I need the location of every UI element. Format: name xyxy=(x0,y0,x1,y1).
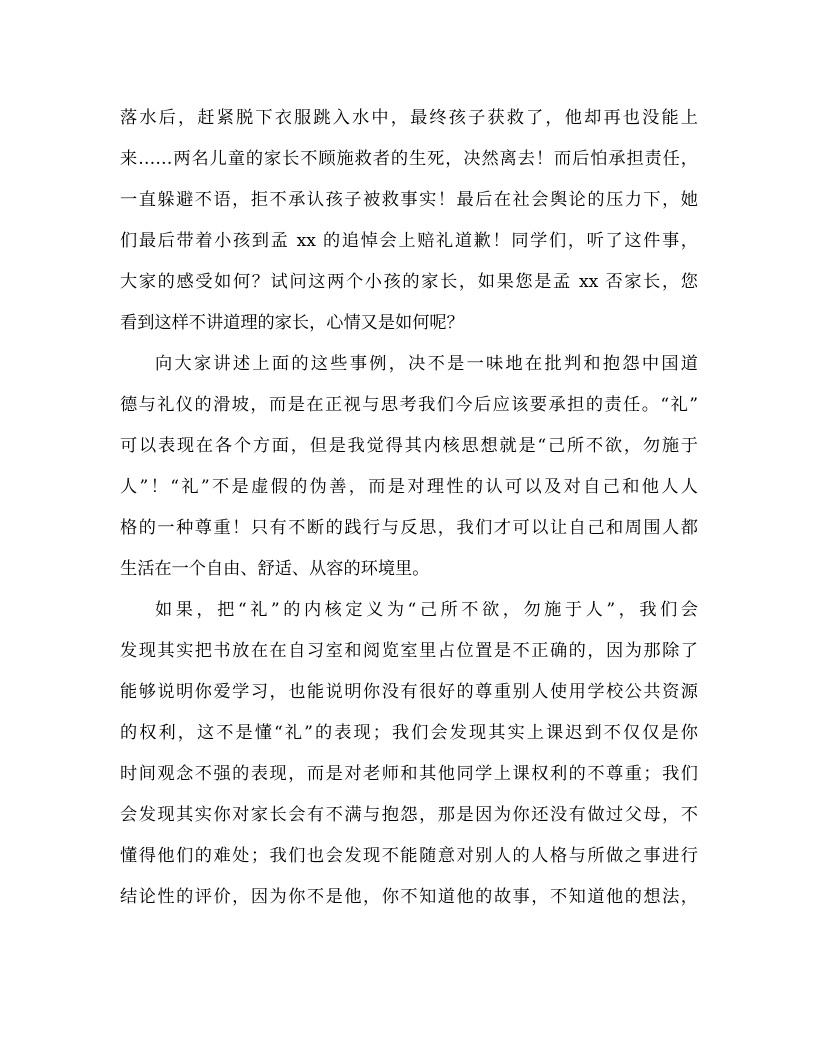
text-line: 向大家讲述上面的这些事例，决不是一味地在批判和抱怨中国道 xyxy=(155,354,698,374)
text-line: 可以表现在各个方面，但是我觉得其内核思想就是“己所不欲，勿施于 xyxy=(120,436,698,456)
text-line: 会发现其实你对家长会有不满与抱怨，那是因为你还没有做过父母，不 xyxy=(120,805,698,825)
document-page xyxy=(120,98,698,918)
text-line: 一直躲避不语，拒不承认孩子被救事实！最后在社会舆论的压力下，她 xyxy=(120,190,698,210)
text-line: 格的一种尊重！只有不断的践行与反思，我们才可以让自己和周围人都 xyxy=(120,518,698,538)
text-line: 们最后带着小孩到孟 xx 的追悼会上赔礼道歉！同学们，听了这件事， xyxy=(120,231,698,251)
text-line: 落水后，赶紧脱下衣服跳入水中，最终孩子获救了，他却再也没能上 xyxy=(120,108,698,128)
paragraph-1 xyxy=(120,98,698,344)
text-line: 结论性的评价，因为你不是他，你不知道他的故事，不知道他的想法， xyxy=(120,887,698,907)
text-line: 发现其实把书放在在自习室和阅览室里占位置是不正确的，因为那除了 xyxy=(120,641,698,661)
text-line: 的权利，这不是懂“礼”的表现；我们会发现其实上课迟到不仅仅是你 xyxy=(120,723,698,743)
text-line: 懂得他们的难处；我们也会发现不能随意对别人的人格与所做之事进行 xyxy=(120,846,698,866)
text-line: 看到这样不讲道理的家长，心情又是如何呢？ xyxy=(120,313,464,333)
paragraph-3 xyxy=(120,590,698,918)
paragraph-2 xyxy=(120,344,698,590)
text-line: 如果，把“礼”的内核定义为“己所不欲，勿施于人”，我们会 xyxy=(155,600,698,620)
text-line: 大家的感受如何？试问这两个小孩的家长，如果您是孟 xx 否家长，您 xyxy=(120,272,698,292)
text-line: 德与礼仪的滑坡，而是在正视与思考我们今后应该要承担的责任。“礼” xyxy=(120,395,698,415)
text-line: 人”！“礼”不是虚假的伪善，而是对理性的认可以及对自己和他人人 xyxy=(120,477,698,497)
text-line: 能够说明你爱学习，也能说明你没有很好的尊重别人使用学校公共资源 xyxy=(120,682,698,702)
text-line: 来……两名儿童的家长不顾施救者的生死，决然离去！而后怕承担责任， xyxy=(120,149,698,169)
text-line: 时间观念不强的表现，而是对老师和其他同学上课权利的不尊重；我们 xyxy=(120,764,698,784)
text-line: 生活在一个自由、舒适、从容的环境里。 xyxy=(120,559,430,579)
